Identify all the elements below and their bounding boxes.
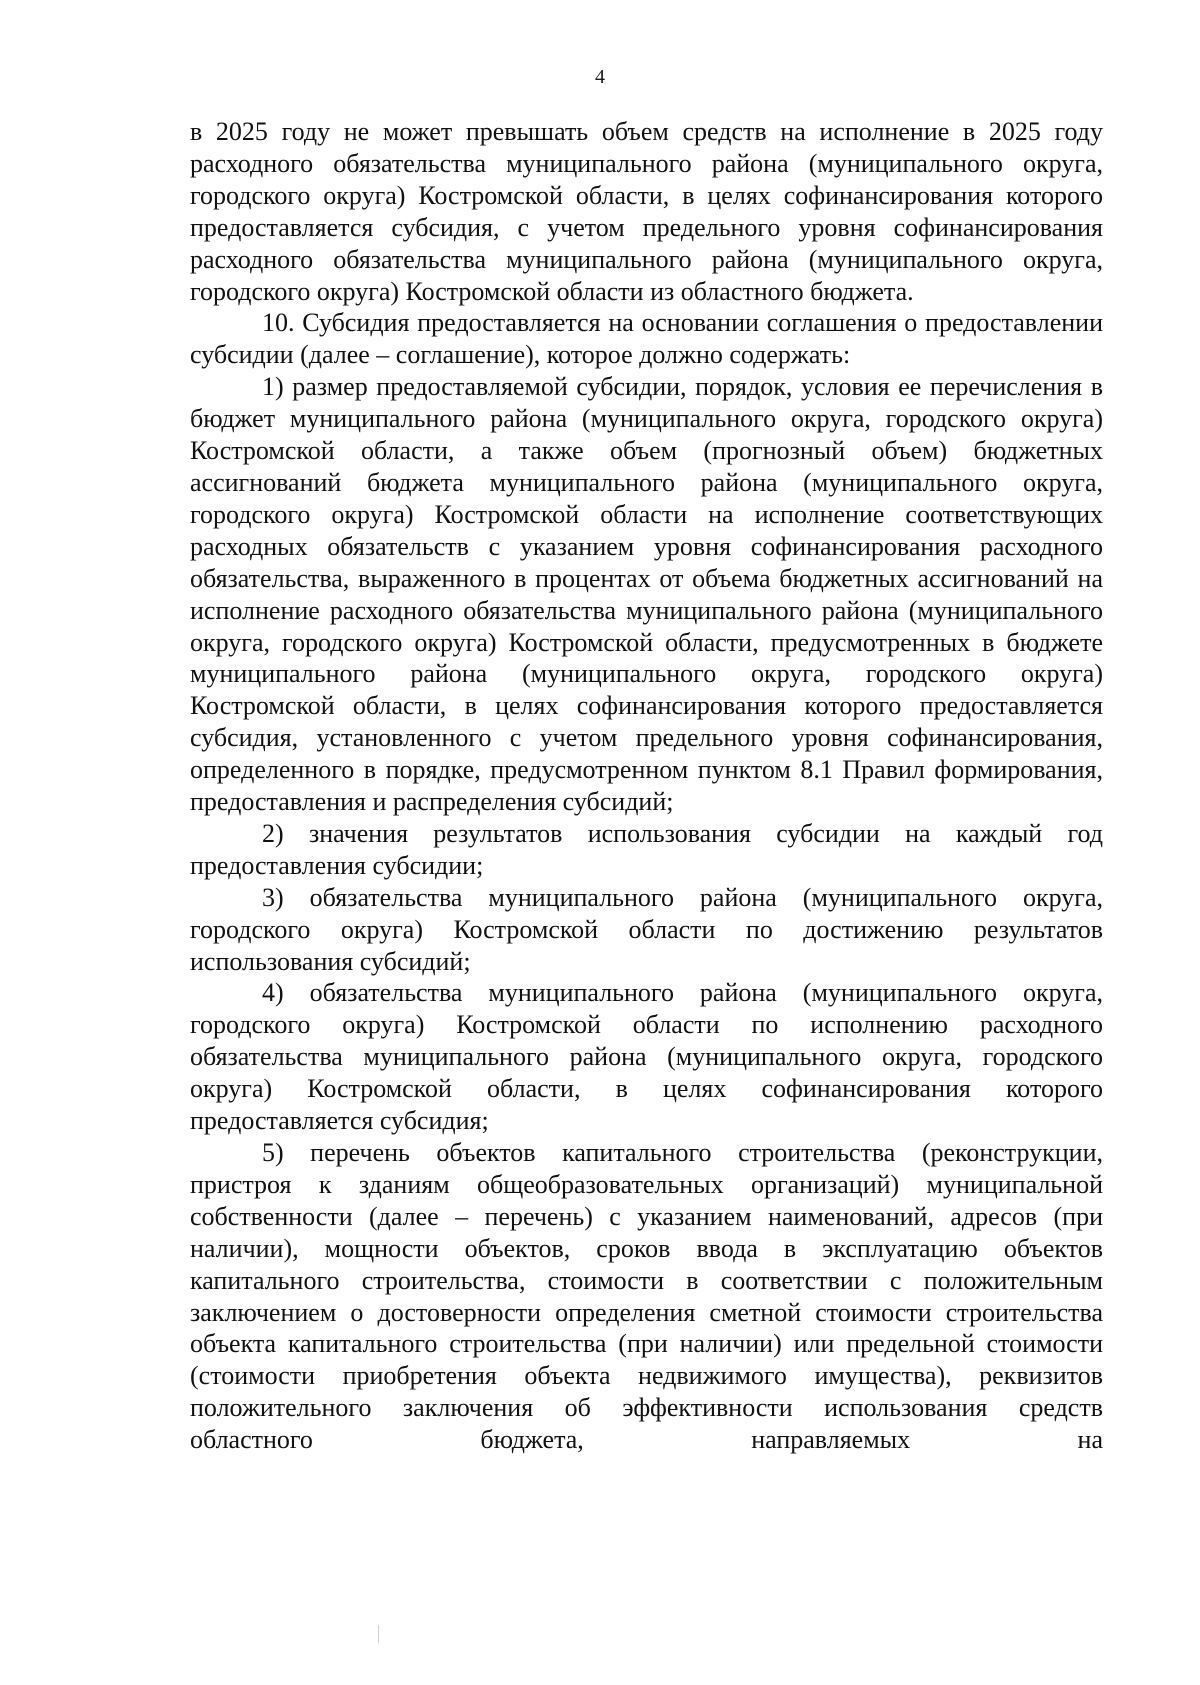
paragraph-10: 10. Субсидия предоставляется на основании соглашения о предоставлении субсидии (далее – соглашение), которое должно содержать: — [190, 308, 1103, 370]
document-body — [190, 116, 1103, 1456]
list-item-4: 4) обязательства муниципального района (муниципального округа, городского округа) Костромской области по исполнению расходного обязательства муниципального района (муниципального округа, городского округа) Костромской области, в целях софинансирования которого предоставляется субсидия; — [190, 978, 1103, 1136]
list-item-5: 5) перечень объектов капитального строительства (реконструкции, пристроя к зданиям общеобразовательных организаций) муниципальной собственности (далее – перечень) с указанием наименований, адресов (при наличии), мощности объектов, сроков ввода в эксплуатацию объектов капитального строительства, стоимости в соответствии с положительным заключением о достоверности определения сметной стоимости строительства объекта капитального строительства (при наличии) или предельной стоимости (стоимости приобретения объекта недвижимого имущества), реквизитов положительного заключения об эффективности использования средств областного бюджета, направляемых на — [190, 1138, 1103, 1455]
list-item-1: 1) размер предоставляемой субсидии, порядок, условия ее перечисления в бюджет муниципального района (муниципального округа, городского округа) Костромской области, а также объем (прогнозный объем) бюджетных ассигнований бюджета муниципального района (муниципального округа, городского округа) Костромской области на исполнение соответствующих расходных обязательств с указанием уровня софинансирования расходного обязательства, выраженного в процентах от объема бюджетных ассигнований на исполнение расходного обязательства муниципального района (муниципального округа, городского округа) Костромской области, предусмотренных в бюджете муниципального района (муниципального округа, городского округа) Костромской области, в целях софинансирования которого предоставляется субсидия, установленного с учетом предельного уровня софинансирования, определенного в порядке, предусмотренном пунктом 8.1 Правил формирования, предоставления и распределения субсидий; — [190, 372, 1103, 817]
scan-artifact — [378, 1625, 379, 1643]
list-item-2: 2) значения результатов использования субсидии на каждый год предоставления субсидии; — [190, 818, 1103, 880]
page-number: 4 — [595, 66, 605, 88]
list-item-3: 3) обязательства муниципального района (муниципального округа, городского округа) Костромской области по достижению результатов использования субсидий; — [190, 882, 1103, 976]
paragraph-continuation: в 2025 году не может превышать объем средств на исполнение в 2025 году расходного обязательства муниципального района (муниципального округа, городского округа) Костромской области, в целях софинансирования которого предоставляется субсидия, с учетом предельного уровня софинансирования расходного обязательства муниципального района (муниципального округа, городского округа) Костромской области из областного бюджета. — [190, 117, 1103, 306]
